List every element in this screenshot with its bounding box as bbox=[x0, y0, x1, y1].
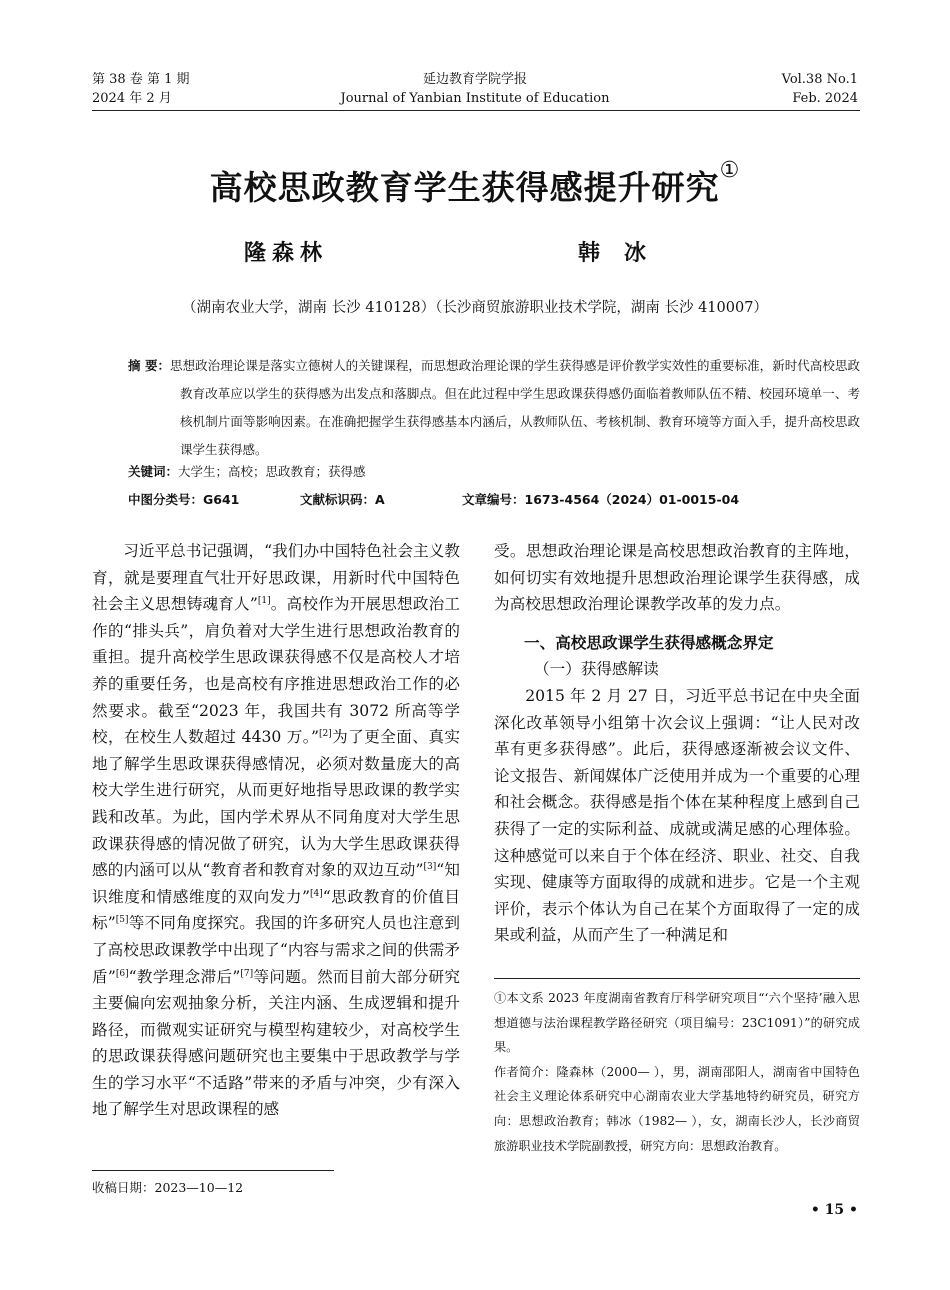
abstract-text: 思想政治理论课是落实立德树人的关键课程，而思想政治理论课的学生获得感是评价教学实效性的重要标准，新时代高校思政教育改革应以学生的获得感为出发点和落脚点。但在此过程中学生思政课获得感仍面临着教师队伍不精、校园环境单一、考核机制片面等影响因素。在准确把握学生获得感基本内涵后，从教师队伍、考核机制、教育环境等方面入手，提升高校思政课学生获得感。 bbox=[170, 358, 860, 457]
citation-ref: [4] bbox=[310, 888, 323, 899]
text-run: 。高校作为开展思想政治工作的“排头兵”，肩负着对大学生进行思想政治教育的重担。提升高校学生思政课获得感不仅是高校人才培养的重要任务，也是高校有序推进思想政治工作的必然要求。截至“2023 年，我国共有 3072 所高等学校，在校生人数超过 4430 万。” bbox=[92, 595, 460, 747]
body-left-column bbox=[92, 538, 460, 1123]
citation-ref: [2] bbox=[318, 728, 332, 739]
body-paragraph: 2015 年 2 月 27 日，习近平总书记在中央全面深化改革领导小组第十次会议上强调：“让人民对改革有更多获得感”。此后，获得感逐渐被会议文件、论文报告、新闻媒体广泛使用并成为一个重要的心理和社会概念。获得感是指个体在某种程度上感到自己获得了一定的实际利益、成就或满足感的心理体验。这种感觉可以来自于个体在经济、职业、社交、自我实现、健康等方面取得的成就和进步。它是一个主观评价，表示个体认为自己在某个方面取得了一定的成果或利益，从而产生了一种满足和 bbox=[494, 686, 860, 945]
abstract bbox=[128, 352, 860, 464]
journal-name-en: Journal of Yanbian Institute of Education bbox=[340, 91, 610, 106]
journal-name-cn: 延边教育学院学报 bbox=[422, 72, 527, 87]
subsection-heading: （一）获得感解读 bbox=[534, 660, 659, 679]
affiliations: （湖南农业大学，湖南 长沙 410128）（长沙商贸旅游职业技术学院，湖南 长沙 410007） bbox=[182, 300, 768, 316]
citation-ref: [5] bbox=[115, 915, 129, 926]
page-number: • 15 • bbox=[810, 1202, 858, 1218]
citation-ref: [3] bbox=[423, 861, 437, 872]
author-1: 隆森林 bbox=[244, 241, 329, 266]
volume-issue: 第 38 卷 第 1 期 bbox=[92, 72, 190, 87]
article-number bbox=[462, 490, 739, 508]
abstract-label: 摘 要： bbox=[128, 358, 171, 373]
clc-value: G641 bbox=[203, 492, 240, 507]
text-run: “知识维度和情感维度的双向发力” bbox=[92, 861, 460, 906]
keywords-label: 关键词： bbox=[128, 464, 179, 479]
citation-ref: [6] bbox=[115, 968, 129, 979]
clc-number bbox=[128, 490, 239, 508]
doc-value: A bbox=[375, 492, 385, 507]
text-run: 等问题。然而目前大部分研究主要偏向宏观抽象分析，关注内涵、生成逻辑和提升路径，而微观实证研究与模型构建较少，对高校学生的思政课获得感问题研究也主要集中于思政教学与学生的学习水平“不适路”带来的矛盾与冲突，少有深入地了解学生对思政课程的感 bbox=[92, 967, 460, 1119]
author-bio-footnote: 作者简介：隆森林（2000— ），男，湖南邵阳人，湖南省中国特色社会主义理论体系研究中心湖南农业大学基地特约研究员，研究方向：思想政治教育；韩冰（1982— ），女，湖南长沙人，长沙商贸旅游职业技术学院副教授，研究方向：思想政治教育。 bbox=[494, 1064, 860, 1153]
article-title bbox=[0, 158, 950, 209]
abstract-body bbox=[128, 352, 860, 464]
keywords-text: 大学生；高校；思政教育；获得感 bbox=[178, 464, 366, 479]
citation-ref: [1] bbox=[257, 596, 271, 606]
intro-paragraph bbox=[92, 538, 460, 1123]
continued-paragraph: 受。思想政治理论课是高校思想政治教育的主阵地，如何切实有效地提升思想政治理论课学生获得感，成为高校思想政治理论课教学改革的发力点。 bbox=[494, 542, 860, 614]
doc-label: 文献标识码： bbox=[300, 492, 376, 507]
date-cn: 2024 年 2 月 bbox=[92, 91, 172, 106]
keywords bbox=[128, 462, 366, 480]
text-run: 为了更全面、真实地了解学生思政课获得感情况，必须对数量庞大的高校大学生进行研究，从而更好地指导思政课的教学实践和改革。为此，国内学术界从不同角度对大学生思政课获得感的情况做了研究，认为大学生思政课获得感的内涵可以从“教育者和教育对象的双边互动” bbox=[92, 728, 460, 880]
received-divider bbox=[92, 1170, 334, 1171]
author-2: 韩冰 bbox=[578, 241, 671, 266]
footnotes bbox=[494, 986, 860, 1158]
title-text: 高校思政教育学生获得感提升研究 bbox=[209, 168, 720, 207]
received-date: 收稿日期：2023—10—12 bbox=[92, 1180, 244, 1195]
footnote-divider bbox=[494, 978, 860, 979]
text-run: “思政教育的价值目标” bbox=[92, 887, 460, 933]
body-right-column bbox=[494, 538, 860, 949]
article-value: 1673-4564（2024）01-0015-04 bbox=[524, 492, 740, 507]
citation-ref: [7] bbox=[240, 968, 254, 979]
fund-footnote: ①本文系 2023 年度湖南省教育厅科学研究项目“‘六个坚持’融入思想道德与法治课程教学路径研究（项目编号：23C1091）”的研究成果。 bbox=[494, 991, 860, 1055]
header-right bbox=[782, 70, 858, 108]
volume-en: Vol.38 No.1 bbox=[781, 72, 858, 87]
doc-code bbox=[300, 490, 385, 508]
date-en: Feb. 2024 bbox=[792, 91, 858, 106]
clc-label: 中图分类号： bbox=[128, 492, 204, 507]
text-run: 习近平总书记强调，“我们办中国特色社会主义教育，就是要理直气壮开好思政课，用新时代中国特色社会主义思想铸魂育人” bbox=[92, 542, 460, 614]
title-footnote-mark: ① bbox=[719, 158, 741, 183]
text-run: 等不同角度探究。我国的许多研究人员也注意到了高校思政课教学中出现了“内容与需求之间的供需矛盾” bbox=[92, 914, 460, 986]
header-divider bbox=[92, 110, 860, 111]
section-heading: 一、高校思政课学生获得感概念界定 bbox=[524, 633, 774, 652]
text-run: “教学理念滞后” bbox=[128, 967, 241, 986]
article-label: 文章编号： bbox=[462, 492, 525, 507]
